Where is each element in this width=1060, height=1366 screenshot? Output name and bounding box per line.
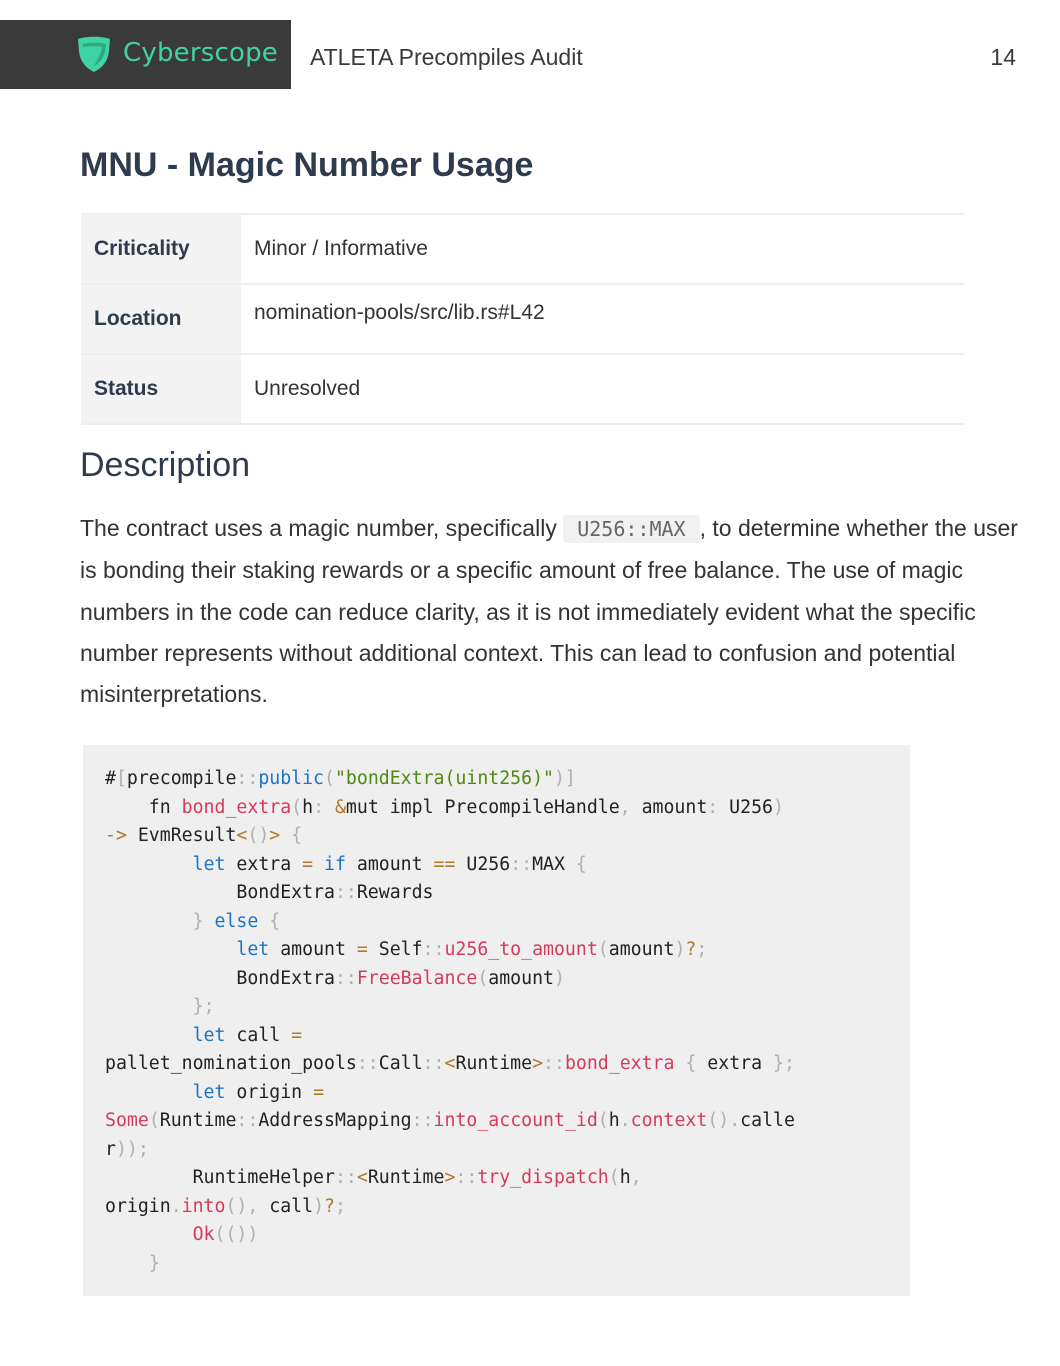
code-line: let call = (192, 1024, 303, 1046)
code-line: origin.into(), call)?; (105, 1195, 346, 1217)
location-label: Location (81, 284, 241, 354)
description-text-after: , to determine whether the user is bonding their staking rewards or a specific amount of free balance. The use of magic numbers in the code can reduce clarity, as it is not immediately evident what the specific number represents without additional context. This can lead to confusion and potential misinterpretations. (80, 515, 1018, 708)
header-brand-bar (0, 20, 291, 89)
finding-info-table (81, 213, 964, 425)
finding-title: MNU - Magic Number Usage (80, 146, 534, 184)
table-row (81, 354, 964, 424)
code-line: Some(Runtime::AddressMapping::into_account_id(h.context().calle (105, 1110, 795, 1131)
criticality-label: Criticality (81, 214, 241, 284)
cyberscope-shield-icon (76, 35, 112, 73)
code-line: #[precompile::public("bondExtra(uint256)")] (105, 768, 576, 789)
code-line: r)); (105, 1138, 149, 1160)
location-value: nomination-pools/src/lib.rs#L42 (241, 284, 964, 354)
code-block (83, 745, 910, 1296)
table-row (81, 214, 964, 284)
code-line: let origin = (192, 1081, 325, 1103)
code-line: BondExtra::FreeBalance(amount) (105, 967, 565, 989)
code-line: fn bond_extra(h: &mut impl PrecompileHandle, amount: U256) (105, 796, 784, 818)
status-label: Status (81, 354, 241, 424)
brand-name: Cyberscope (123, 38, 278, 68)
description-text-before: The contract uses a magic number, specifically (80, 515, 564, 541)
code-line: RuntimeHelper::<Runtime>::try_dispatch(h, (105, 1167, 642, 1188)
page-number: 14 (990, 44, 1016, 70)
criticality-value: Minor / Informative (241, 214, 964, 284)
document-title: ATLETA Precompiles Audit (310, 44, 583, 70)
code-line: } (148, 1252, 160, 1274)
table-row (81, 284, 964, 354)
code-listing (105, 765, 910, 1278)
code-line: -> EvmResult<()> { (105, 825, 303, 846)
code-line: BondExtra::Rewards (105, 882, 434, 903)
description-paragraph (80, 508, 1040, 715)
code-line: Ok(()) (192, 1224, 259, 1245)
code-line: }; (192, 996, 215, 1017)
inline-code-magic-number: U256::MAX (563, 515, 699, 543)
code-line: let amount = Self::u256_to_amount(amount)?; (236, 939, 708, 960)
description-heading: Description (80, 446, 251, 484)
code-line: pallet_nomination_pools::Call::<Runtime>::bond_extra { extra }; (105, 1053, 795, 1074)
code-line: let extra = if amount == U256::MAX { (192, 853, 587, 875)
code-line: } else { (192, 910, 281, 932)
status-value: Unresolved (241, 354, 964, 424)
